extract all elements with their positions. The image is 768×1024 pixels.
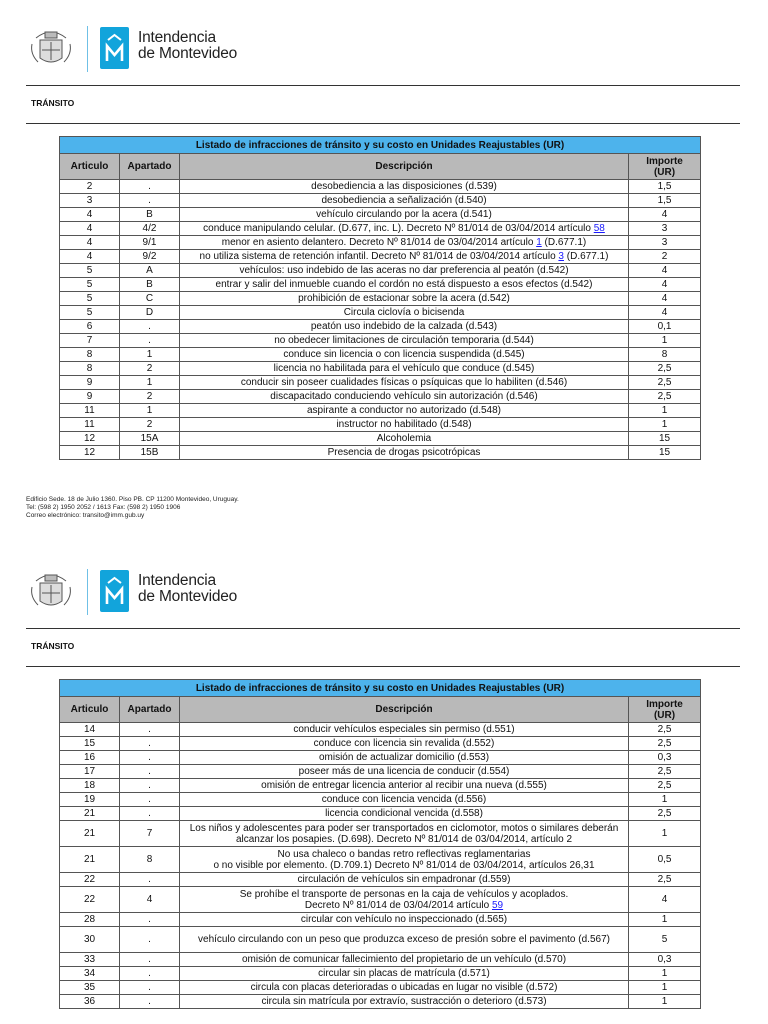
cell-importe: 8 [629,348,701,362]
im-logo-icon [100,570,129,612]
table-row [60,821,701,847]
cell-importe: 2,5 [629,376,701,390]
cell-importe: 2,5 [629,807,701,821]
table-row [60,418,701,432]
cell-importe: 15 [629,432,701,446]
table-row [60,927,701,953]
table-row [60,807,701,821]
cell-apartado: . [120,873,180,887]
cell-articulo: 4 [60,236,120,250]
cell-apartado: 8 [120,847,180,873]
cell-apartado: . [120,765,180,779]
cell-articulo: 11 [60,418,120,432]
brand-line2: de Montevideo [138,588,238,605]
cell-descripcion: conducir sin poseer cualidades físicas o psíquicas que lo habiliten (d.546) [180,376,629,390]
cell-apartado: . [120,913,180,927]
cell-apartado: A [120,264,180,278]
cell-descripcion: Circula ciclovía o bicisenda [180,306,629,320]
table-row [60,348,701,362]
table-row [60,362,701,376]
cell-importe: 2,5 [629,779,701,793]
cell-descripcion [180,250,629,264]
cell-importe: 1,5 [629,180,701,194]
cell-descripcion: conduce con licencia sin revalida (d.552) [180,737,629,751]
cell-importe: 1 [629,821,701,847]
cell-importe: 1 [629,967,701,981]
cell-articulo: 5 [60,292,120,306]
description-text: menor en asiento delantero. Decreto Nº 81/014 de 03/04/2014 artículo [221,237,537,248]
cell-apartado: 2 [120,390,180,404]
table-title: Listado de infracciones de tránsito y su costo en Unidades Reajustables (UR) [60,137,701,154]
cell-importe: 0,3 [629,953,701,967]
table-row [60,737,701,751]
table-row [60,208,701,222]
cell-apartado: . [120,953,180,967]
cell-apartado: . [120,751,180,765]
cell-importe: 1 [629,334,701,348]
table-row [60,320,701,334]
cell-descripcion [180,222,629,236]
col-header-articulo: Articulo [60,697,120,723]
cell-articulo: 28 [60,913,120,927]
cell-apartado: 15A [120,432,180,446]
col-header-importe: Importe (UR) [629,697,701,723]
cell-articulo: 9 [60,376,120,390]
cell-articulo: 15 [60,737,120,751]
cell-articulo: 18 [60,779,120,793]
page-header [0,543,768,629]
cell-articulo: 14 [60,723,120,737]
table-row [60,180,701,194]
description-text: no utiliza sistema de retención infantil. Decreto Nº 81/014 de 03/04/2014 artículo [199,251,559,262]
brand-name [138,573,237,605]
cell-apartado: . [120,320,180,334]
cell-descripcion: conduce con licencia vencida (d.556) [180,793,629,807]
section-rule [26,666,740,667]
cell-descripcion: entrar y salir del inmueble cuando el cordón no está dispuesto a esos efectos (d.542) [180,278,629,292]
cell-importe: 1 [629,404,701,418]
cell-descripcion: conducir vehículos especiales sin permiso (d.551) [180,723,629,737]
cell-importe: 5 [629,927,701,953]
cell-importe: 15 [629,446,701,460]
brand-name [138,30,237,62]
cell-descripcion [180,236,629,250]
cell-articulo: 5 [60,264,120,278]
cell-importe: 1 [629,418,701,432]
header-rule [26,85,740,86]
table-row [60,793,701,807]
cell-articulo: 17 [60,765,120,779]
table-row [60,334,701,348]
cell-descripcion: licencia no habilitada para el vehículo que conduce (d.545) [180,362,629,376]
cell-apartado: . [120,737,180,751]
cell-articulo: 9 [60,390,120,404]
header-rule [26,628,740,629]
table-row [60,953,701,967]
cell-importe: 2,5 [629,737,701,751]
cell-articulo: 6 [60,320,120,334]
cell-importe: 2,5 [629,390,701,404]
cell-apartado: C [120,292,180,306]
cell-descripcion: omisión de comunicar fallecimiento del propietario de un vehículo (d.570) [180,953,629,967]
cell-articulo: 21 [60,847,120,873]
table-row [60,967,701,981]
cell-articulo: 7 [60,334,120,348]
cell-descripcion: desobediencia a las disposiciones (d.539) [180,180,629,194]
cell-apartado: 7 [120,821,180,847]
table-row [60,847,701,873]
cell-descripcion: omisión de actualizar domicilio (d.553) [180,751,629,765]
cell-articulo: 4 [60,250,120,264]
cell-articulo: 2 [60,180,120,194]
decree-article-link[interactable]: 59 [491,899,504,911]
cell-articulo: 12 [60,432,120,446]
cell-importe: 3 [629,236,701,250]
cell-apartado: 15B [120,446,180,460]
col-header-descripcion: Descripción [180,697,629,723]
cell-importe: 0,1 [629,320,701,334]
cell-importe: 4 [629,278,701,292]
table-row [60,264,701,278]
table-body [60,180,701,460]
section-rule [26,123,740,124]
cell-apartado: . [120,180,180,194]
description-text: Se prohíbe el transporte de personas en la caja de vehículos y acoplados. Decreto Nº 81/014 de 03/04/2014 artículo [239,888,569,911]
cell-descripcion: poseer más de una licencia de conducir (d.554) [180,765,629,779]
cell-articulo: 22 [60,887,120,913]
montevideo-crest-icon [28,567,74,613]
header-divider [87,569,88,615]
cell-descripcion: discapacitado conduciendo vehículo sin autorización (d.546) [180,390,629,404]
col-header-articulo: Articulo [60,154,120,180]
cell-descripcion: Alcoholemia [180,432,629,446]
cell-importe: 2,5 [629,362,701,376]
cell-articulo: 4 [60,222,120,236]
cell-descripcion: No usa chaleco o bandas retro reflectivas reglamentarias o no visible por elemento. (D.709.1) Decreto Nº 81/014 de 03/04/2014, artículos 26,31 [180,847,629,873]
table-row [60,194,701,208]
cell-apartado: . [120,981,180,995]
table-body [60,723,701,1009]
description-text: conduce manipulando celular. (D.677, inc. L). Decreto Nº 81/014 de 03/04/2014 artículo [203,223,594,234]
cell-articulo: 30 [60,927,120,953]
montevideo-crest-icon [28,24,74,70]
cell-articulo: 33 [60,953,120,967]
table-row [60,913,701,927]
header-divider [87,26,88,72]
table-row [60,250,701,264]
cell-descripcion [180,887,629,913]
cell-importe: 4 [629,292,701,306]
cell-articulo: 21 [60,807,120,821]
decree-article-link[interactable]: 1 [536,237,542,248]
table-row [60,390,701,404]
cell-articulo: 19 [60,793,120,807]
page-header [0,0,768,86]
cell-articulo: 4 [60,208,120,222]
section-label: TRÁNSITO [31,641,75,651]
cell-descripcion: instructor no habilitado (d.548) [180,418,629,432]
col-header-importe: Importe (UR) [629,154,701,180]
table-row [60,751,701,765]
table-row [60,376,701,390]
cell-apartado: . [120,807,180,821]
cell-apartado: B [120,208,180,222]
col-header-apartado: Apartado [120,697,180,723]
cell-articulo: 8 [60,348,120,362]
cell-apartado: . [120,967,180,981]
section-label: TRÁNSITO [31,98,75,108]
cell-apartado: 1 [120,348,180,362]
infractions-table-1 [59,136,701,460]
cell-apartado: . [120,793,180,807]
table-row [60,723,701,737]
cell-apartado: 2 [120,418,180,432]
cell-descripcion: licencia condicional vencida (d.558) [180,807,629,821]
table-row [60,981,701,995]
table-title: Listado de infracciones de tránsito y su costo en Unidades Reajustables (UR) [60,680,701,697]
cell-descripcion: circula sin matrícula por extravío, sustracción o deterioro (d.573) [180,995,629,1009]
cell-importe: 0,3 [629,751,701,765]
brand-line1: Intendencia [138,29,216,46]
cell-articulo: 5 [60,278,120,292]
cell-apartado: . [120,927,180,953]
footer-contact [26,496,239,520]
cell-descripcion: circula con placas deterioradas o ubicadas en lugar no visible (d.572) [180,981,629,995]
cell-apartado: 9/1 [120,236,180,250]
cell-apartado: 1 [120,376,180,390]
cell-apartado: . [120,334,180,348]
cell-articulo: 16 [60,751,120,765]
decree-article-link[interactable]: 58 [593,223,605,234]
col-header-descripcion: Descripción [180,154,629,180]
cell-importe: 4 [629,306,701,320]
table-row [60,446,701,460]
cell-descripcion: vehículo circulando por la acera (d.541) [180,208,629,222]
cell-importe: 4 [629,264,701,278]
cell-descripcion: omisión de entregar licencia anterior al recibir una nueva (d.555) [180,779,629,793]
cell-descripcion: Presencia de drogas psicotrópicas [180,446,629,460]
cell-descripcion: circular con vehículo no inspeccionado (d.565) [180,913,629,927]
cell-apartado: . [120,194,180,208]
cell-articulo: 5 [60,306,120,320]
infractions-table-2 [59,679,701,1009]
cell-apartado: 4 [120,887,180,913]
brand-line1: Intendencia [138,572,216,589]
cell-importe: 1 [629,793,701,807]
cell-importe: 2,5 [629,765,701,779]
table-row [60,779,701,793]
cell-apartado: B [120,278,180,292]
cell-apartado: 4/2 [120,222,180,236]
cell-importe: 1,5 [629,194,701,208]
footer-address: Edificio Sede. 18 de Julio 1360. Piso PB. CP 11200 Montevideo, Uruguay. [26,496,239,503]
cell-articulo: 36 [60,995,120,1009]
cell-articulo: 35 [60,981,120,995]
document-page-2 [0,543,768,1007]
cell-importe: 4 [629,887,701,913]
cell-importe: 1 [629,981,701,995]
brand-line2: de Montevideo [138,45,238,62]
cell-descripcion: no obedecer limitaciones de circulación temporaria (d.544) [180,334,629,348]
cell-descripcion: circular sin placas de matrícula (d.571) [180,967,629,981]
cell-importe: 2,5 [629,723,701,737]
im-logo-icon [100,27,129,69]
table-row [60,292,701,306]
cell-apartado: 9/2 [120,250,180,264]
table-row [60,306,701,320]
cell-descripcion: conduce sin licencia o con licencia suspendida (d.545) [180,348,629,362]
cell-articulo: 11 [60,404,120,418]
cell-apartado: D [120,306,180,320]
table-row [60,887,701,913]
cell-importe: 1 [629,995,701,1009]
cell-importe: 2,5 [629,873,701,887]
table-row [60,278,701,292]
table-row [60,995,701,1009]
cell-importe: 3 [629,222,701,236]
cell-descripcion: Los niños y adolescentes para poder ser transportados en ciclomotor, motos o similares deberán alcanzar los posapies. (D.698). Decreto Nº 81/014 de 03/04/2014, artículo 2 [180,821,629,847]
cell-descripcion: vehículos: uso indebido de las aceras no dar preferencia al peatón (d.542) [180,264,629,278]
cell-articulo: 21 [60,821,120,847]
cell-apartado: . [120,995,180,1009]
cell-descripcion: peatón uso indebido de la calzada (d.543) [180,320,629,334]
cell-importe: 1 [629,913,701,927]
cell-descripcion: aspirante a conductor no autorizado (d.548) [180,404,629,418]
table-row [60,404,701,418]
cell-articulo: 22 [60,873,120,887]
cell-articulo: 3 [60,194,120,208]
decree-article-link[interactable]: 3 [558,251,564,262]
footer-phone: Tel: (598 2) 1950 2052 / 1613 Fax: (598 2) 1950 1906 [26,504,181,511]
table-row [60,873,701,887]
table-row [60,765,701,779]
cell-articulo: 34 [60,967,120,981]
cell-descripcion: vehículo circulando con un peso que produzca exceso de presión sobre el pavimento (d.567) [180,927,629,953]
table-row [60,236,701,250]
cell-apartado: 1 [120,404,180,418]
table-row [60,432,701,446]
table-row [60,222,701,236]
cell-importe: 4 [629,208,701,222]
footer-email: Correo electrónico: transito@imm.gub.uy [26,512,145,519]
cell-descripcion: circulación de vehículos sin empadronar (d.559) [180,873,629,887]
col-header-apartado: Apartado [120,154,180,180]
cell-articulo: 8 [60,362,120,376]
description-suffix: (D.677.1) [563,251,609,262]
cell-importe: 2 [629,250,701,264]
cell-apartado: . [120,779,180,793]
cell-apartado: . [120,723,180,737]
cell-articulo: 12 [60,446,120,460]
description-suffix: (D.677.1) [541,237,587,248]
cell-apartado: 2 [120,362,180,376]
cell-descripcion: desobediencia a señalización (d.540) [180,194,629,208]
cell-importe: 0,5 [629,847,701,873]
cell-descripcion: prohibición de estacionar sobre la acera (d.542) [180,292,629,306]
